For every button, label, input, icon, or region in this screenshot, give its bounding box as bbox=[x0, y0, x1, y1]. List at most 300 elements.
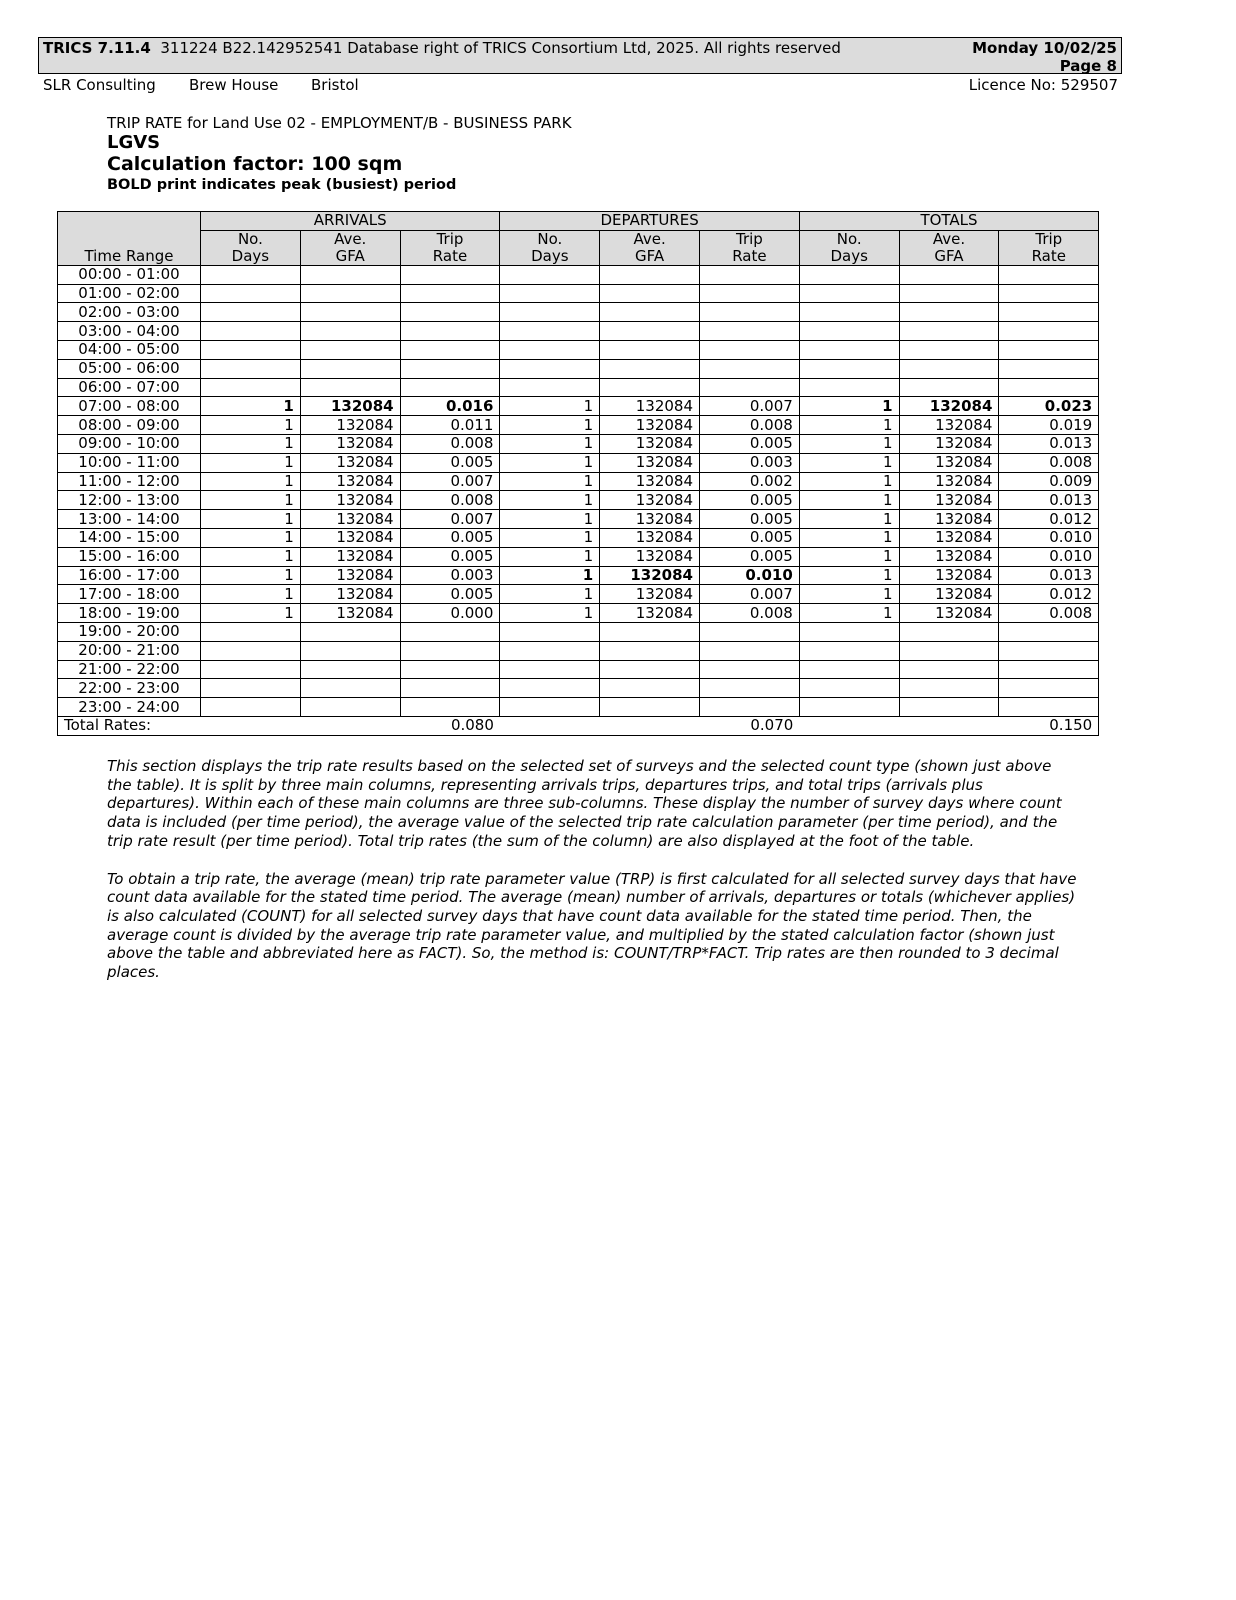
table-row bbox=[58, 566, 1099, 585]
time-range-cell: 21:00 - 22:00 bbox=[58, 660, 201, 679]
time-range-cell: 15:00 - 16:00 bbox=[58, 547, 201, 566]
departures-no-days-cell bbox=[500, 679, 600, 698]
totals-trip-rate-cell: 0.012 bbox=[999, 510, 1099, 529]
departures-ave-gfa-cell bbox=[600, 622, 700, 641]
arrivals-ave-gfa-cell bbox=[300, 303, 400, 322]
totals-no-days-cell: 1 bbox=[799, 547, 899, 566]
totals-no-days-cell: 1 bbox=[799, 397, 899, 416]
departures-no-days-cell bbox=[500, 284, 600, 303]
departures-ave-gfa-cell: 132084 bbox=[600, 510, 700, 529]
departures-ave-gfa-cell: 132084 bbox=[600, 528, 700, 547]
arrivals-trip-rate-cell: 0.007 bbox=[400, 510, 500, 529]
departures-trip-rate-cell: 0.005 bbox=[700, 491, 800, 510]
time-range-header: Time Range bbox=[58, 212, 201, 266]
totals-no-days-cell bbox=[799, 303, 899, 322]
totals-ave-gfa-cell bbox=[899, 340, 999, 359]
departures-trip-rate-cell bbox=[700, 622, 800, 641]
subcol-label: Days bbox=[830, 246, 868, 265]
page-number: Page 8 bbox=[1059, 57, 1117, 75]
company-name: SLR Consulting bbox=[43, 76, 156, 94]
totals-trip-rate-cell bbox=[999, 322, 1099, 341]
time-range-cell: 08:00 - 09:00 bbox=[58, 416, 201, 435]
totals-no-days-cell: 1 bbox=[799, 604, 899, 623]
subcol-label: Rate bbox=[732, 246, 767, 265]
arrivals-ave-gfa-cell: 132084 bbox=[300, 547, 400, 566]
departures-ave-gfa-cell bbox=[600, 679, 700, 698]
subcol-label: Days bbox=[231, 246, 270, 265]
arrivals-trip-rate-cell: 0.016 bbox=[400, 397, 500, 416]
time-range-cell: 03:00 - 04:00 bbox=[58, 322, 201, 341]
departures-no-days-cell bbox=[500, 641, 600, 660]
arrivals-ave-gfa-cell bbox=[300, 359, 400, 378]
departures-trip-rate-cell: 0.007 bbox=[700, 397, 800, 416]
arrivals-trip-rate-cell: 0.008 bbox=[400, 434, 500, 453]
totals-trip-rate-cell bbox=[999, 698, 1099, 717]
licence-number: Licence No: 529507 bbox=[968, 76, 1118, 94]
time-range-cell: 11:00 - 12:00 bbox=[58, 472, 201, 491]
arrivals-no-days-cell: 1 bbox=[201, 416, 301, 435]
subcol-label: Trip bbox=[1035, 229, 1063, 248]
arrivals-no-days-cell: 1 bbox=[201, 434, 301, 453]
subcol-label: Trip bbox=[436, 229, 464, 248]
subcol-label: GFA bbox=[335, 246, 365, 265]
totals-no-days-cell bbox=[799, 660, 899, 679]
departures-no-days-cell: 1 bbox=[500, 528, 600, 547]
totals-trip-rate-cell: 0.008 bbox=[999, 453, 1099, 472]
totals-trip-rate-cell: 0.013 bbox=[999, 566, 1099, 585]
report-date: Monday 10/02/25 bbox=[972, 39, 1117, 57]
time-range-cell: 01:00 - 02:00 bbox=[58, 284, 201, 303]
time-range-cell: 23:00 - 24:00 bbox=[58, 698, 201, 717]
arrivals-no-days-cell: 1 bbox=[201, 604, 301, 623]
departures-ave-gfa-cell: 132084 bbox=[600, 547, 700, 566]
departures-no-days-cell: 1 bbox=[500, 453, 600, 472]
arrivals-trip-rate-cell: 0.008 bbox=[400, 491, 500, 510]
departures-no-days-cell: 1 bbox=[500, 585, 600, 604]
building-name: Brew House bbox=[189, 76, 279, 94]
time-range-cell: 22:00 - 23:00 bbox=[58, 679, 201, 698]
time-range-cell: 12:00 - 13:00 bbox=[58, 491, 201, 510]
arrivals-ave-gfa-cell bbox=[300, 340, 400, 359]
time-range-cell: 20:00 - 21:00 bbox=[58, 641, 201, 660]
time-range-cell: 04:00 - 05:00 bbox=[58, 340, 201, 359]
notes-paragraph-1: This section displays the trip rate results based on the selected set of surveys and the selected count type (shown just above the table). It is split by three main columns, representing arrivals trips, departures trips, and total trips (arrivals plus departures). Within each of these main columns are three sub-columns. These display the number of survey days where count data is included (per time period), the average value of the selected trip rate calculation parameter (per time period), and the trip rate result (per time period). Total trip rates (the sum of the column) are also displayed at the foot of the table. bbox=[107, 757, 1062, 850]
time-range-cell: 07:00 - 08:00 bbox=[58, 397, 201, 416]
totals-no-days-cell bbox=[799, 359, 899, 378]
arrivals-ave-gfa-cell bbox=[300, 660, 400, 679]
totals-trip-rate-cell: 0.013 bbox=[999, 491, 1099, 510]
totals-trip-rate-cell bbox=[999, 641, 1099, 660]
arrivals-no-days-cell bbox=[201, 284, 301, 303]
arrivals-trip-rate-cell bbox=[400, 284, 500, 303]
arrivals-trip-rate-cell bbox=[400, 378, 500, 397]
time-range-cell: 05:00 - 06:00 bbox=[58, 359, 201, 378]
departures-no-days-cell: 1 bbox=[500, 604, 600, 623]
totals-ave-gfa-cell bbox=[899, 660, 999, 679]
arrivals-no-days-cell bbox=[201, 622, 301, 641]
vehicle-type: LGVS bbox=[107, 132, 161, 153]
totals-trip-rate-cell bbox=[999, 679, 1099, 698]
arrivals-trip-rate-cell bbox=[400, 359, 500, 378]
totals-no-days-header bbox=[799, 230, 899, 265]
arrivals-no-days-cell bbox=[201, 322, 301, 341]
departures-ave-gfa-cell: 132084 bbox=[600, 604, 700, 623]
totals-no-days-cell: 1 bbox=[799, 453, 899, 472]
departures-ave-gfa-cell bbox=[600, 265, 700, 284]
subcol-label: Ave. bbox=[633, 229, 666, 248]
arrivals-trip-rate-cell bbox=[400, 340, 500, 359]
arrivals-ave-gfa-cell: 132084 bbox=[300, 416, 400, 435]
arrivals-trip-rate-cell bbox=[400, 698, 500, 717]
arrivals-no-days-cell: 1 bbox=[201, 397, 301, 416]
subcol-label: No. bbox=[537, 229, 563, 248]
time-range-cell: 10:00 - 11:00 bbox=[58, 453, 201, 472]
table-row bbox=[58, 453, 1099, 472]
totals-ave-gfa-cell bbox=[899, 265, 999, 284]
arrivals-no-days-cell bbox=[201, 265, 301, 284]
arrivals-no-days-cell: 1 bbox=[201, 528, 301, 547]
arrivals-no-days-cell bbox=[201, 660, 301, 679]
departures-trip-rate-cell bbox=[700, 284, 800, 303]
time-range-cell: 00:00 - 01:00 bbox=[58, 265, 201, 284]
report-title-block bbox=[107, 114, 572, 194]
totals-ave-gfa-cell: 132084 bbox=[899, 547, 999, 566]
table-row bbox=[58, 604, 1099, 623]
arrivals-trip-rate-cell bbox=[400, 660, 500, 679]
totals-trip-rate-cell: 0.009 bbox=[999, 472, 1099, 491]
departures-ave-gfa-cell bbox=[600, 378, 700, 397]
arrivals-ave-gfa-cell: 132084 bbox=[300, 566, 400, 585]
departures-trip-rate-cell: 0.008 bbox=[700, 604, 800, 623]
arrivals-no-days-cell: 1 bbox=[201, 491, 301, 510]
totals-trip-rate-cell: 0.010 bbox=[999, 547, 1099, 566]
departures-ave-gfa-cell: 132084 bbox=[600, 453, 700, 472]
arrivals-no-days-cell bbox=[201, 641, 301, 660]
departures-no-days-cell: 1 bbox=[500, 491, 600, 510]
departures-ave-gfa-cell bbox=[600, 322, 700, 341]
departures-ave-gfa-cell bbox=[600, 303, 700, 322]
arrivals-ave-gfa-cell: 132084 bbox=[300, 528, 400, 547]
arrivals-ave-gfa-cell bbox=[300, 265, 400, 284]
table-row bbox=[58, 284, 1099, 303]
arrivals-ave-gfa-cell: 132084 bbox=[300, 434, 400, 453]
departures-ave-gfa-cell: 132084 bbox=[600, 416, 700, 435]
departures-no-days-cell bbox=[500, 660, 600, 679]
departures-trip-rate-cell bbox=[700, 660, 800, 679]
departures-no-days-cell bbox=[500, 322, 600, 341]
time-range-cell: 16:00 - 17:00 bbox=[58, 566, 201, 585]
departures-ave-gfa-header bbox=[600, 230, 700, 265]
totals-no-days-cell bbox=[799, 622, 899, 641]
departures-ave-gfa-cell bbox=[600, 359, 700, 378]
arrivals-trip-rate-cell bbox=[400, 641, 500, 660]
departures-trip-rate-cell bbox=[700, 641, 800, 660]
departures-trip-rate-cell bbox=[700, 679, 800, 698]
subcol-label: Days bbox=[531, 246, 569, 265]
totals-total-rate: 0.150 bbox=[999, 716, 1099, 735]
table-row bbox=[58, 622, 1099, 641]
departures-trip-rate-cell bbox=[700, 698, 800, 717]
arrivals-trip-rate-cell: 0.003 bbox=[400, 566, 500, 585]
totals-ave-gfa-cell: 132084 bbox=[899, 453, 999, 472]
totals-ave-gfa-cell bbox=[899, 641, 999, 660]
departures-ave-gfa-cell: 132084 bbox=[600, 434, 700, 453]
table-row bbox=[58, 265, 1099, 284]
arrivals-trip-rate-cell: 0.011 bbox=[400, 416, 500, 435]
arrivals-ave-gfa-cell bbox=[300, 322, 400, 341]
departures-header: DEPARTURES bbox=[500, 212, 799, 231]
totals-trip-rate-cell bbox=[999, 660, 1099, 679]
totals-trip-rate-cell bbox=[999, 303, 1099, 322]
arrivals-trip-rate-cell bbox=[400, 265, 500, 284]
totals-header: TOTALS bbox=[799, 212, 1098, 231]
arrivals-trip-rate-cell: 0.005 bbox=[400, 547, 500, 566]
departures-no-days-cell bbox=[500, 265, 600, 284]
totals-no-days-cell: 1 bbox=[799, 528, 899, 547]
totals-ave-gfa-cell: 132084 bbox=[899, 472, 999, 491]
table-row bbox=[58, 322, 1099, 341]
table-row bbox=[58, 397, 1099, 416]
subcol-label: No. bbox=[836, 229, 862, 248]
totals-ave-gfa-cell: 132084 bbox=[899, 585, 999, 604]
departures-trip-rate-cell: 0.003 bbox=[700, 453, 800, 472]
totals-no-days-cell bbox=[799, 679, 899, 698]
departures-no-days-header bbox=[500, 230, 600, 265]
table-row bbox=[58, 434, 1099, 453]
total-rates-label: Total Rates: bbox=[58, 716, 201, 735]
totals-no-days-cell bbox=[799, 322, 899, 341]
departures-trip-rate-cell bbox=[700, 322, 800, 341]
departures-ave-gfa-cell: 132084 bbox=[600, 491, 700, 510]
arrivals-no-days-cell bbox=[201, 340, 301, 359]
totals-trip-rate-cell: 0.012 bbox=[999, 585, 1099, 604]
table-row bbox=[58, 641, 1099, 660]
totals-ave-gfa-cell: 132084 bbox=[899, 491, 999, 510]
trip-rate-table bbox=[57, 211, 1099, 736]
totals-no-days-cell bbox=[799, 284, 899, 303]
table-row bbox=[58, 491, 1099, 510]
departures-trip-rate-cell: 0.005 bbox=[700, 510, 800, 529]
totals-trip-rate-cell: 0.023 bbox=[999, 397, 1099, 416]
departures-ave-gfa-cell: 132084 bbox=[600, 472, 700, 491]
land-use-title: TRIP RATE for Land Use 02 - EMPLOYMENT/B - BUSINESS PARK bbox=[107, 114, 572, 132]
table-row bbox=[58, 472, 1099, 491]
departures-no-days-cell: 1 bbox=[500, 397, 600, 416]
totals-ave-gfa-header bbox=[899, 230, 999, 265]
arrivals-no-days-cell: 1 bbox=[201, 510, 301, 529]
departures-ave-gfa-cell: 132084 bbox=[600, 397, 700, 416]
departures-ave-gfa-cell bbox=[600, 698, 700, 717]
totals-trip-rate-cell: 0.013 bbox=[999, 434, 1099, 453]
arrivals-trip-rate-cell bbox=[400, 322, 500, 341]
departures-trip-rate-cell: 0.005 bbox=[700, 528, 800, 547]
totals-no-days-cell: 1 bbox=[799, 472, 899, 491]
totals-no-days-cell bbox=[799, 265, 899, 284]
totals-no-days-cell: 1 bbox=[799, 416, 899, 435]
arrivals-ave-gfa-cell bbox=[300, 284, 400, 303]
arrivals-header: ARRIVALS bbox=[201, 212, 500, 231]
totals-trip-rate-cell bbox=[999, 340, 1099, 359]
totals-no-days-cell: 1 bbox=[799, 434, 899, 453]
totals-ave-gfa-cell: 132084 bbox=[899, 510, 999, 529]
departures-no-days-cell: 1 bbox=[500, 510, 600, 529]
city-name: Bristol bbox=[311, 76, 359, 94]
departures-no-days-cell: 1 bbox=[500, 547, 600, 566]
time-range-cell: 06:00 - 07:00 bbox=[58, 378, 201, 397]
time-range-cell: 09:00 - 10:00 bbox=[58, 434, 201, 453]
totals-trip-rate-cell: 0.019 bbox=[999, 416, 1099, 435]
totals-ave-gfa-cell: 132084 bbox=[899, 416, 999, 435]
arrivals-trip-rate-header bbox=[400, 230, 500, 265]
product-version: TRICS 7.11.4 bbox=[43, 39, 151, 57]
total-rates-row bbox=[58, 716, 1099, 735]
table-row bbox=[58, 303, 1099, 322]
totals-no-days-cell: 1 bbox=[799, 510, 899, 529]
arrivals-no-days-cell: 1 bbox=[201, 453, 301, 472]
departures-no-days-cell bbox=[500, 359, 600, 378]
departures-ave-gfa-cell bbox=[600, 641, 700, 660]
subcol-label: Rate bbox=[432, 246, 468, 265]
arrivals-no-days-header bbox=[201, 230, 301, 265]
arrivals-no-days-cell: 1 bbox=[201, 585, 301, 604]
arrivals-trip-rate-cell bbox=[400, 303, 500, 322]
totals-trip-rate-cell bbox=[999, 622, 1099, 641]
notes-paragraph-2: To obtain a trip rate, the average (mean) trip rate parameter value (TRP) is first calculated for all selected survey days that have count data available for the stated time period. The average (mean) number of arrivals, departures or totals (whichever applies) is also calculated (COUNT) for all selected survey days that have count data available for the stated time period. Then, the average count is divided by the average trip rate parameter value, and multiplied by the stated calculation factor (shown just above the table and abbreviated here as FACT). So, the method is: COUNT/TRP*FACT. Trip rates are then rounded to 3 decimal places. bbox=[107, 869, 1077, 982]
departures-total-rate: 0.070 bbox=[700, 716, 800, 735]
time-range-cell: 02:00 - 03:00 bbox=[58, 303, 201, 322]
totals-ave-gfa-cell bbox=[899, 378, 999, 397]
arrivals-total-rate: 0.080 bbox=[400, 716, 500, 735]
arrivals-no-days-cell: 1 bbox=[201, 547, 301, 566]
arrivals-ave-gfa-cell: 132084 bbox=[300, 491, 400, 510]
table-row bbox=[58, 698, 1099, 717]
departures-trip-rate-cell: 0.010 bbox=[700, 566, 800, 585]
totals-no-days-cell bbox=[799, 378, 899, 397]
departures-trip-rate-header bbox=[700, 230, 800, 265]
table-row bbox=[58, 340, 1099, 359]
subcol-label: Trip bbox=[735, 229, 763, 248]
totals-ave-gfa-cell: 132084 bbox=[899, 566, 999, 585]
subcol-label: Ave. bbox=[932, 229, 966, 248]
database-notice: 311224 B22.142952541 Database right of TRICS Consortium Ltd, 2025. All rights reserved bbox=[160, 39, 841, 57]
totals-trip-rate-cell: 0.008 bbox=[999, 604, 1099, 623]
arrivals-trip-rate-cell bbox=[400, 622, 500, 641]
departures-no-days-cell: 1 bbox=[500, 416, 600, 435]
arrivals-ave-gfa-cell bbox=[300, 698, 400, 717]
header-info bbox=[43, 39, 841, 57]
arrivals-ave-gfa-cell: 132084 bbox=[300, 453, 400, 472]
departures-trip-rate-cell: 0.002 bbox=[700, 472, 800, 491]
arrivals-no-days-cell bbox=[201, 359, 301, 378]
departures-no-days-cell bbox=[500, 622, 600, 641]
table-row bbox=[58, 378, 1099, 397]
departures-ave-gfa-cell bbox=[600, 284, 700, 303]
departures-no-days-cell bbox=[500, 378, 600, 397]
totals-ave-gfa-cell bbox=[899, 322, 999, 341]
table-row bbox=[58, 359, 1099, 378]
table-row bbox=[58, 416, 1099, 435]
report-header-bar bbox=[38, 37, 1122, 74]
arrivals-no-days-cell bbox=[201, 698, 301, 717]
departures-trip-rate-cell bbox=[700, 359, 800, 378]
totals-trip-rate-header bbox=[999, 230, 1099, 265]
subcol-label: GFA bbox=[934, 246, 964, 265]
departures-trip-rate-cell: 0.008 bbox=[700, 416, 800, 435]
arrivals-trip-rate-cell: 0.005 bbox=[400, 453, 500, 472]
totals-trip-rate-cell: 0.010 bbox=[999, 528, 1099, 547]
arrivals-ave-gfa-cell bbox=[300, 641, 400, 660]
table-row bbox=[58, 547, 1099, 566]
arrivals-ave-gfa-cell bbox=[300, 622, 400, 641]
subcol-label: Ave. bbox=[334, 229, 367, 248]
arrivals-ave-gfa-cell: 132084 bbox=[300, 510, 400, 529]
table-row bbox=[58, 679, 1099, 698]
arrivals-no-days-cell: 1 bbox=[201, 472, 301, 491]
table-row bbox=[58, 585, 1099, 604]
arrivals-trip-rate-cell: 0.005 bbox=[400, 585, 500, 604]
arrivals-ave-gfa-cell: 132084 bbox=[300, 397, 400, 416]
time-range-cell: 17:00 - 18:00 bbox=[58, 585, 201, 604]
totals-trip-rate-cell bbox=[999, 265, 1099, 284]
departures-no-days-cell bbox=[500, 698, 600, 717]
totals-no-days-cell bbox=[799, 641, 899, 660]
totals-ave-gfa-cell bbox=[899, 679, 999, 698]
totals-ave-gfa-cell bbox=[899, 284, 999, 303]
subcol-label: No. bbox=[237, 229, 263, 248]
time-range-cell: 14:00 - 15:00 bbox=[58, 528, 201, 547]
table-row bbox=[58, 528, 1099, 547]
totals-trip-rate-cell bbox=[999, 359, 1099, 378]
totals-trip-rate-cell bbox=[999, 378, 1099, 397]
departures-no-days-cell bbox=[500, 303, 600, 322]
arrivals-no-days-cell bbox=[201, 303, 301, 322]
departures-no-days-cell: 1 bbox=[500, 566, 600, 585]
departures-trip-rate-cell bbox=[700, 265, 800, 284]
table-row bbox=[58, 660, 1099, 679]
header-date-page bbox=[972, 39, 1117, 75]
arrivals-ave-gfa-cell: 132084 bbox=[300, 472, 400, 491]
time-range-cell: 19:00 - 20:00 bbox=[58, 622, 201, 641]
totals-ave-gfa-cell: 132084 bbox=[899, 434, 999, 453]
arrivals-trip-rate-cell bbox=[400, 679, 500, 698]
table-row bbox=[58, 510, 1099, 529]
totals-ave-gfa-cell bbox=[899, 359, 999, 378]
departures-trip-rate-cell: 0.005 bbox=[700, 547, 800, 566]
arrivals-no-days-cell bbox=[201, 378, 301, 397]
departures-trip-rate-cell: 0.005 bbox=[700, 434, 800, 453]
departures-ave-gfa-cell bbox=[600, 660, 700, 679]
arrivals-ave-gfa-cell: 132084 bbox=[300, 585, 400, 604]
departures-trip-rate-cell bbox=[700, 340, 800, 359]
explanatory-notes bbox=[107, 757, 1077, 1001]
arrivals-trip-rate-cell: 0.007 bbox=[400, 472, 500, 491]
departures-ave-gfa-cell: 132084 bbox=[600, 585, 700, 604]
time-range-cell: 13:00 - 14:00 bbox=[58, 510, 201, 529]
totals-ave-gfa-cell: 132084 bbox=[899, 528, 999, 547]
totals-no-days-cell: 1 bbox=[799, 585, 899, 604]
departures-no-days-cell bbox=[500, 340, 600, 359]
totals-ave-gfa-cell bbox=[899, 698, 999, 717]
arrivals-ave-gfa-header bbox=[300, 230, 400, 265]
arrivals-no-days-cell: 1 bbox=[201, 566, 301, 585]
totals-no-days-cell: 1 bbox=[799, 566, 899, 585]
arrivals-ave-gfa-cell bbox=[300, 679, 400, 698]
totals-no-days-cell: 1 bbox=[799, 491, 899, 510]
arrivals-trip-rate-cell: 0.000 bbox=[400, 604, 500, 623]
arrivals-ave-gfa-cell bbox=[300, 378, 400, 397]
departures-no-days-cell: 1 bbox=[500, 434, 600, 453]
calculation-factor: Calculation factor: 100 sqm bbox=[107, 153, 403, 175]
